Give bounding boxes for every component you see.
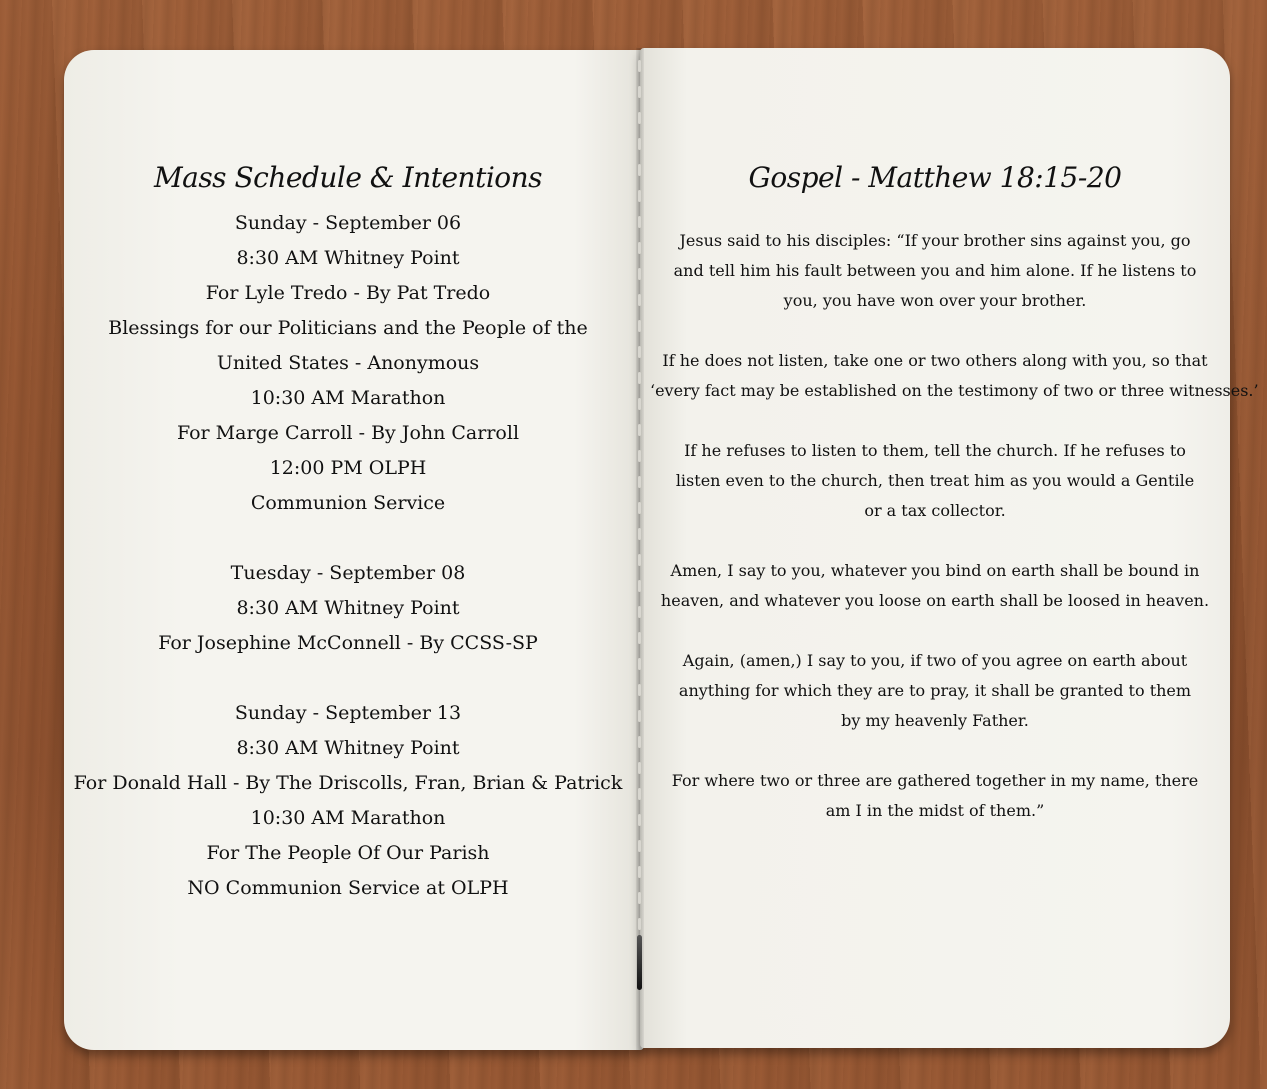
schedule-spacer [70, 521, 626, 556]
stitch-mark [638, 450, 641, 462]
stitch-mark [638, 424, 641, 436]
schedule-line: Blessings for our Politicians and the People of the [108, 317, 588, 339]
gospel-line: ‘every fact may be established on the testimony of two or three witnesses.’ [650, 381, 1259, 400]
stitch-mark [638, 580, 641, 592]
gospel-line: am I in the midst of them.” [825, 801, 1045, 820]
gospel-line: by my heavenly Father. [841, 711, 1029, 730]
gospel-line: and tell him his fault between you and him alone. If he listens to [673, 261, 1197, 280]
gospel-line: heaven, and whatever you loose on earth shall be loosed in heaven. [660, 591, 1210, 610]
schedule-line: Communion Service [250, 492, 446, 514]
stitch-mark [638, 86, 641, 98]
schedule-line: 12:00 PM OLPH [269, 457, 427, 479]
gospel-line: For where two or three are gathered together in my name, there [671, 771, 1199, 790]
gospel-paragraph [650, 556, 1220, 616]
stitch-mark [638, 320, 641, 332]
stitch-mark [638, 684, 641, 696]
schedule-spacer [70, 661, 626, 696]
gospel-title: Gospel - Matthew 18:15-20 [748, 161, 1122, 194]
gospel-paragraph [650, 436, 1220, 526]
schedule-line: 10:30 AM Marathon [250, 387, 446, 409]
stitch-mark [638, 788, 641, 800]
gospel-line: Jesus said to his disciples: “If your brother sins against you, go [679, 231, 1191, 250]
gospel-paragraph [650, 346, 1259, 406]
stitch-mark [638, 658, 641, 670]
schedule-line: NO Communion Service at OLPH [187, 877, 509, 899]
schedule-line: Sunday - September 06 [234, 212, 462, 234]
schedule-line: For Josephine McConnell - By CCSS-SP [158, 632, 538, 654]
schedule-line: Sunday - September 13 [234, 702, 462, 724]
stitch-mark [638, 242, 641, 254]
gospel-line: If he refuses to listen to them, tell the church. If he refuses to [684, 441, 1186, 460]
mass-schedule-title: Mass Schedule & Intentions [153, 161, 543, 194]
stitch-mark [638, 112, 641, 124]
gospel-line: listen even to the church, then treat him as you would a Gentile [675, 471, 1195, 490]
gospel-line: If he does not listen, take one or two others along with you, so that [662, 351, 1208, 370]
gospel-paragraph [650, 646, 1220, 736]
gospel-paragraph [650, 226, 1220, 316]
stitch-mark [638, 502, 641, 514]
stitch-mark [638, 372, 641, 384]
mass-schedule-section [70, 150, 626, 906]
stitch-mark [638, 476, 641, 488]
gospel-line: you, you have won over your brother. [783, 291, 1087, 310]
stitch-mark [638, 918, 641, 930]
gospel-text [650, 226, 1259, 826]
mass-schedule-list [70, 206, 626, 906]
gospel-line: Again, (amen,) I say to you, if two of you agree on earth about [682, 651, 1188, 670]
stitch-mark [638, 164, 641, 176]
stitch-mark [638, 268, 641, 280]
gospel-line: or a tax collector. [864, 501, 1006, 520]
stitch-mark [638, 866, 641, 878]
gospel-line: Amen, I say to you, whatever you bind on earth shall be bound in [670, 561, 1200, 580]
stitch-mark [638, 398, 641, 410]
stitch-mark [638, 840, 641, 852]
stitch-mark [638, 60, 641, 72]
gospel-section [650, 150, 1259, 856]
stitch-mark [638, 606, 641, 618]
stitch-mark [638, 216, 641, 228]
schedule-line: 8:30 AM Whitney Point [236, 737, 460, 759]
schedule-line: United States - Anonymous [216, 352, 480, 374]
gospel-line: anything for which they are to pray, it shall be granted to them [678, 681, 1192, 700]
schedule-line: For Lyle Tredo - By Pat Tredo [205, 282, 491, 304]
schedule-line: Tuesday - September 08 [230, 562, 466, 584]
schedule-line: 8:30 AM Whitney Point [236, 247, 460, 269]
schedule-line: 10:30 AM Marathon [250, 807, 446, 829]
stitch-mark [638, 346, 641, 358]
stitch-mark [638, 528, 641, 540]
stitch-mark [638, 814, 641, 826]
schedule-line: For Marge Carroll - By John Carroll [176, 422, 520, 444]
stitch-mark [638, 632, 641, 644]
stitch-mark [638, 892, 641, 904]
stitch-mark [638, 762, 641, 774]
schedule-line: For Donald Hall - By The Driscolls, Fran, Brian & Patrick [73, 772, 623, 794]
stitch-mark [638, 554, 641, 566]
stitch-mark [638, 138, 641, 150]
stitch-mark [638, 294, 641, 306]
stitch-mark [638, 710, 641, 722]
stitch-mark [638, 736, 641, 748]
gospel-paragraph [650, 766, 1220, 826]
schedule-line: For The People Of Our Parish [206, 842, 490, 864]
stitch-mark [638, 190, 641, 202]
stitch-thread-end [637, 935, 642, 990]
schedule-line: 8:30 AM Whitney Point [236, 597, 460, 619]
